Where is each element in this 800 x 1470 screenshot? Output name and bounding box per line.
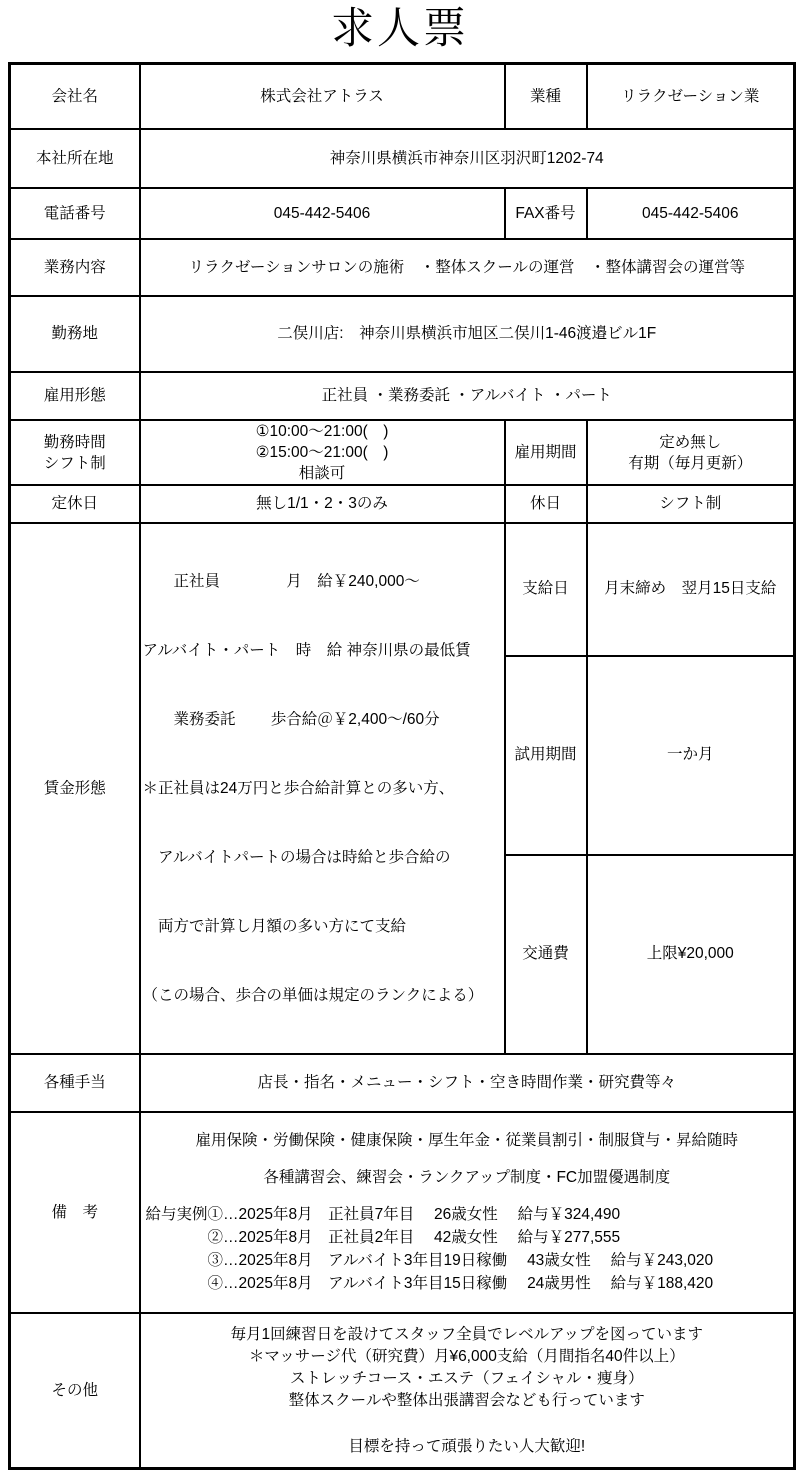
payday-label: 支給日	[505, 523, 587, 656]
business-content-value: リラクゼーションサロンの施術 ・整体スクールの運営 ・整体講習会の運営等	[140, 239, 795, 296]
table-row	[10, 1313, 795, 1469]
table-row	[10, 372, 795, 420]
salary-example-line: 給与実例①…2025年8月 正社員7年目 26歳女性 給与￥324,490	[145, 1205, 621, 1223]
allowances-label: 各種手当	[10, 1054, 140, 1112]
regular-holiday-value: 無し1/1・2・3のみ	[140, 485, 505, 523]
other-line: ストレッチコース・エステ（フェイシャル・痩身）	[289, 1369, 644, 1387]
work-hours-line: ②15:00～21:00( )	[255, 444, 389, 461]
transport-label: 交通費	[505, 855, 587, 1054]
table-row	[10, 239, 795, 296]
work-hours-label	[10, 420, 140, 485]
remarks-content	[141, 1113, 794, 1312]
table-row	[10, 188, 795, 239]
business-content-label: 業務内容	[10, 239, 140, 296]
wage-line: 正社員 月 給￥240,000～	[142, 573, 420, 590]
table-row	[10, 485, 795, 523]
industry-value: リラクゼーション業	[587, 64, 795, 130]
regular-holiday-label: 定休日	[10, 485, 140, 523]
employment-type-label: 雇用形態	[10, 372, 140, 420]
fax-value: 045-442-5406	[587, 188, 795, 239]
salary-examples	[141, 1203, 794, 1295]
work-hours-value	[140, 420, 505, 485]
page-title: 求人票	[331, 5, 469, 53]
wage-line: （この場合、歩合の単価は規定のランクによる）	[142, 987, 484, 1004]
transport-value: 上限¥20,000	[587, 855, 795, 1054]
salary-example-line: ②…2025年8月 正社員2年目 42歳女性 給与￥277,555	[145, 1228, 621, 1246]
work-hours-label-line2: シフト制	[43, 454, 106, 472]
trial-period-label: 試用期間	[505, 656, 587, 855]
employment-period-label: 雇用期間	[505, 420, 587, 485]
company-name-value: 株式会社アトラス	[140, 64, 505, 130]
wage-line: アルバイト・パート 時 給 神奈川県の最低賃	[142, 642, 471, 659]
employment-period-value	[587, 420, 795, 485]
table-row	[10, 420, 795, 485]
work-hours-line: 相談可	[298, 465, 346, 482]
phone-label: 電話番号	[10, 188, 140, 239]
remarks-training-line: 各種講習会、練習会・ランクアップ制度・FC加盟優遇制度	[263, 1168, 671, 1186]
workplace-label: 勤務地	[10, 296, 140, 372]
other-closing-line: 目標を持って頑張りたい人大歓迎!	[348, 1437, 586, 1455]
job-posting-table	[8, 62, 796, 1470]
head-office-value: 神奈川県横浜市神奈川区羽沢町1202-74	[140, 129, 795, 188]
work-hours-line: ①10:00～21:00( )	[255, 423, 389, 440]
remarks-benefits-line: 雇用保険・労働保険・健康保険・厚生年金・従業員割引・制服貸与・昇給随時	[195, 1131, 738, 1149]
table-row	[10, 129, 795, 188]
remarks-value	[140, 1112, 795, 1313]
table-row	[10, 523, 795, 656]
table-row	[10, 1054, 795, 1112]
fax-label: FAX番号	[505, 188, 587, 239]
head-office-label: 本社所在地	[10, 129, 140, 188]
holiday-value: シフト制	[587, 485, 795, 523]
other-content	[141, 1314, 794, 1467]
wage-line: アルバイトパートの場合は時給と歩合給の	[142, 849, 451, 866]
other-line: 毎月1回練習日を設けてスタッフ全員でレベルアップを図っています	[230, 1325, 704, 1343]
employment-period-line: 定め無し	[659, 433, 722, 451]
employment-type-value: 正社員 ・業務委託 ・アルバイト ・パート	[140, 372, 795, 420]
table-row	[10, 64, 795, 130]
remarks-label: 備 考	[10, 1112, 140, 1313]
salary-example-line: ④…2025年8月 アルバイト3年目15日稼働 24歳男性 給与￥188,420	[145, 1274, 714, 1292]
other-line: ＊マッサージ代（研究費）月¥6,000支給（月間指名40件以上）	[248, 1347, 685, 1365]
salary-example-line: ③…2025年8月 アルバイト3年目19日稼働 43歳女性 給与￥243,020	[145, 1251, 714, 1269]
trial-period-value: 一か月	[587, 656, 795, 855]
table-row	[10, 296, 795, 372]
industry-label: 業種	[505, 64, 587, 130]
other-label: その他	[10, 1313, 140, 1469]
phone-value: 045-442-5406	[140, 188, 505, 239]
wage-line: 両方で計算し月額の多い方にて支給	[142, 918, 407, 935]
wage-form-value	[140, 523, 505, 1054]
wage-line: ＊正社員は24万円と歩合給計算との多い方、	[142, 780, 455, 797]
holiday-label: 休日	[505, 485, 587, 523]
other-value	[140, 1313, 795, 1469]
workplace-value: 二俣川店: 神奈川県横浜市旭区二俣川1-46渡邉ビル1F	[140, 296, 795, 372]
company-name-label: 会社名	[10, 64, 140, 130]
wage-line: 業務委託 歩合給＠￥2,400～/60分	[142, 711, 440, 728]
table-row	[10, 1112, 795, 1313]
payday-value: 月末締め 翌月15日支給	[587, 523, 795, 656]
allowances-value: 店長・指名・メニュー・シフト・空き時間作業・研究費等々	[140, 1054, 795, 1112]
work-hours-label-line1: 勤務時間	[43, 433, 106, 451]
wage-form-label: 賃金形態	[10, 523, 140, 1054]
employment-period-line: 有期（毎月更新）	[628, 454, 753, 472]
other-line: 整体スクールや整体出張講習会なども行っています	[288, 1391, 645, 1409]
